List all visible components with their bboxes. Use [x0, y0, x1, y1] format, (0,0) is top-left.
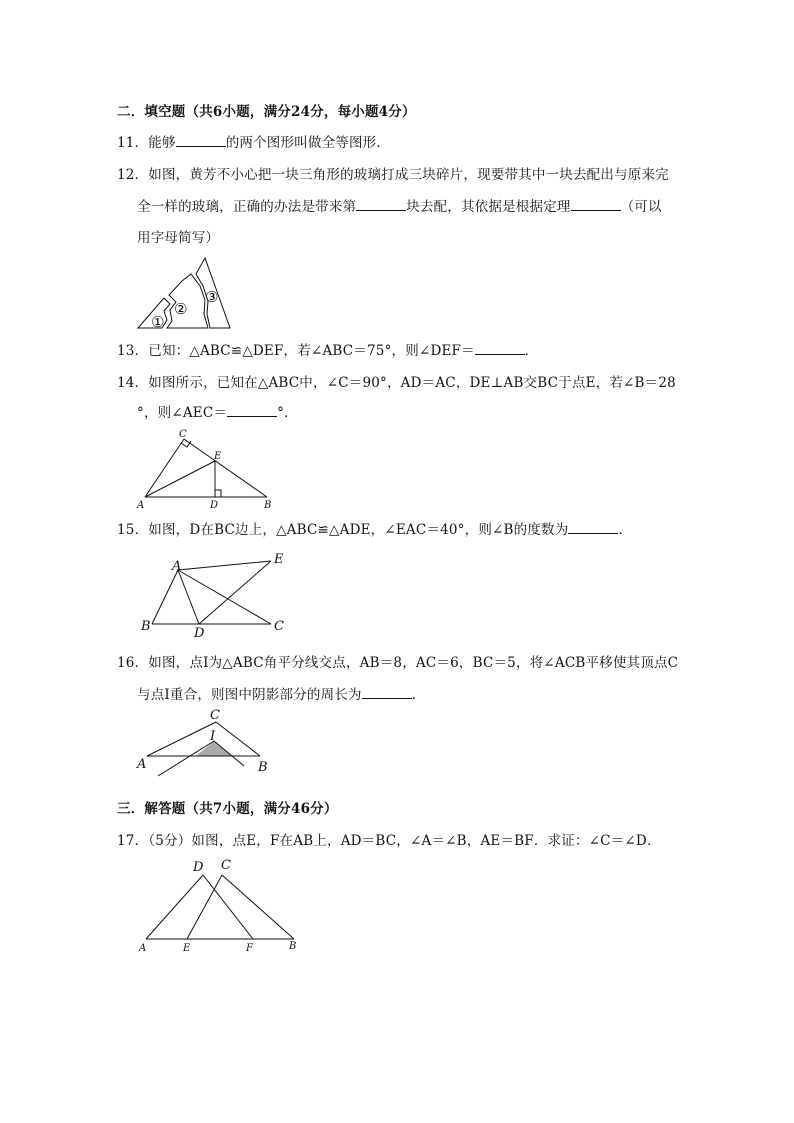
q17-label-f: F — [246, 943, 253, 954]
q17-two-triangles-figure — [134, 854, 304, 956]
q11-text-post: 的两个图形叫做全等图形． — [225, 135, 391, 151]
q15-label-c: C — [274, 619, 284, 634]
q14-label-b: B — [264, 500, 272, 511]
q14-triangle-figure — [134, 428, 280, 512]
q16-text-pre: 与点I重合，则图中阴影部分的周长为 — [137, 687, 362, 703]
piece-1-label: ① — [151, 313, 165, 331]
question-16-line-1: 16．如图，点I为△ABC角平分线交点，AB＝8，AC＝6，BC＝5，将∠ACB平移使其顶点C — [117, 655, 679, 671]
q16-label-c: C — [210, 708, 220, 723]
q11-blank — [176, 134, 226, 147]
q17-label-e: E — [183, 943, 191, 954]
q13-blank — [475, 342, 525, 355]
q17-label-a: A — [139, 943, 147, 954]
q17-label-c: C — [221, 858, 231, 873]
question-12-line-3: 用字母简写） — [137, 230, 220, 246]
q12-broken-glass-figure — [134, 254, 236, 334]
q16-angle-translation-figure — [134, 704, 280, 778]
question-13 — [117, 342, 539, 360]
q14-blank — [227, 404, 277, 417]
section-3-title: 三．解答题（共7小题，满分46分） — [117, 801, 338, 817]
question-15 — [117, 521, 632, 539]
q15-label-e: E — [274, 552, 284, 567]
q15-congruent-triangles-figure — [138, 548, 294, 640]
q14-text-pre: °，则∠AEC＝ — [137, 405, 228, 421]
q16-label-b: B — [258, 760, 268, 775]
question-16-line-2 — [137, 686, 425, 704]
question-12-line-1: 12．如图，黄芳不小心把一块三角形的玻璃打成三块碎片，现要带其中一块去配出与原来完 — [117, 167, 669, 183]
q17-label-b: B — [289, 941, 297, 952]
q15-text-post: ． — [618, 522, 633, 538]
question-14-line-1: 14．如图所示，已知在△ABC中，∠C＝90°，AD＝AC，DE⊥AB交BC于点E，若∠B＝28 — [117, 375, 676, 391]
q12-text-b: 块去配，其依据是根据定理 — [406, 199, 571, 215]
question-11 — [117, 134, 390, 152]
q14-label-e: E — [214, 451, 222, 462]
q14-label-c: C — [179, 429, 187, 440]
piece-2-label: ② — [174, 300, 188, 318]
q11-text-pre: 11．能够 — [117, 135, 176, 151]
q14-text-post: °． — [277, 405, 298, 421]
q12-blank-1 — [356, 198, 406, 211]
q13-text-post: ． — [524, 343, 539, 359]
q12-text-c: （可以 — [620, 199, 662, 215]
q15-label-d: D — [194, 626, 205, 640]
q16-text-post: ． — [411, 687, 426, 703]
q12-text-a: 全一样的玻璃，正确的办法是带来第 — [137, 199, 357, 215]
q13-text-pre: 13．已知：△ABC≌△DEF，若∠ABC＝75°，则∠DEF＝ — [117, 343, 475, 359]
question-17: 17．（5分）如图，点E，F在AB上，AD＝BC，∠A＝∠B，AE＝BF．求证：∠C＝∠D． — [117, 833, 661, 849]
q16-blank — [362, 686, 412, 699]
q16-label-i: I — [210, 729, 216, 744]
q14-label-a: A — [137, 500, 145, 511]
q15-text-pre: 15．如图，D在BC边上，△ABC≌△ADE，∠EAC＝40°，则∠B的度数为 — [117, 522, 569, 538]
q12-blank-2 — [571, 198, 621, 211]
q15-label-a: A — [172, 559, 182, 574]
q16-label-a: A — [137, 757, 147, 772]
q14-label-d: D — [210, 500, 219, 511]
question-12-line-2 — [137, 198, 662, 216]
q15-blank — [568, 521, 618, 534]
piece-3-label: ③ — [205, 288, 219, 306]
section-2-title: 二．填空题（共6小题，满分24分，每小题4分） — [117, 104, 416, 120]
q15-label-b: B — [141, 619, 151, 634]
q17-label-d: D — [193, 860, 204, 875]
question-14-line-2 — [137, 404, 298, 422]
